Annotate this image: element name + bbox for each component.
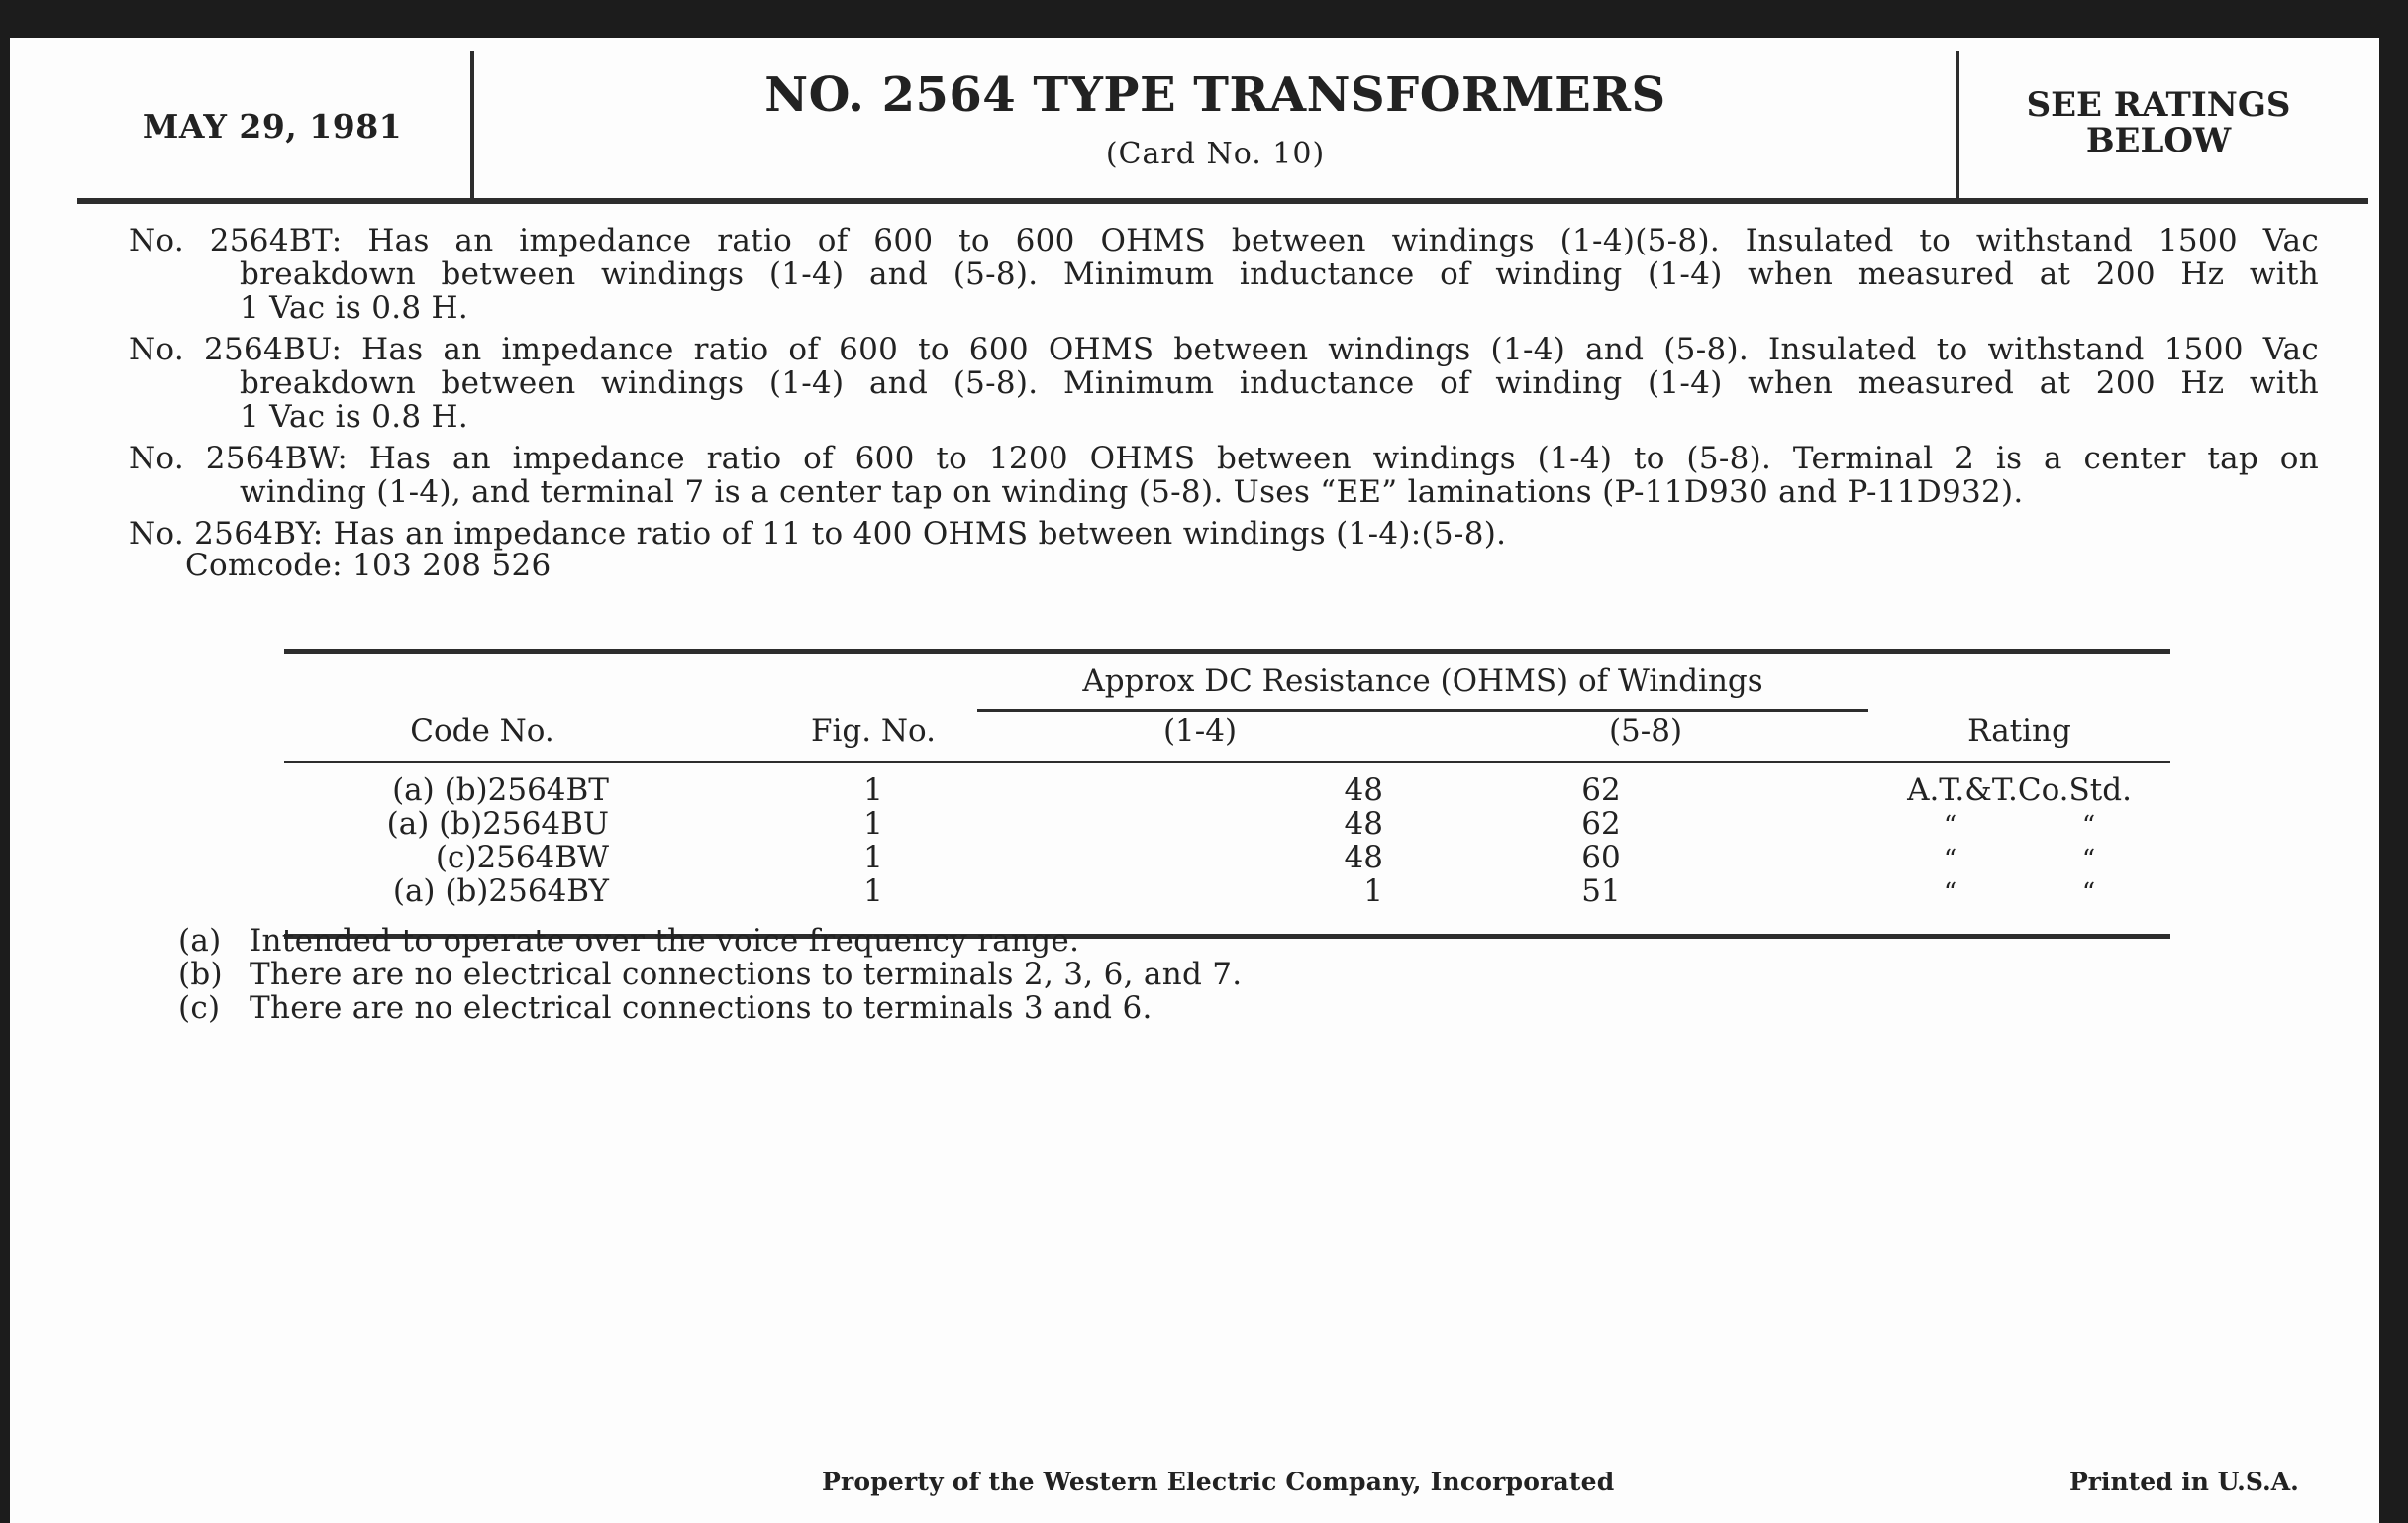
ditto-mark: “: [2081, 811, 2096, 841]
description-line: 1 Vac is 0.8 H.: [240, 290, 469, 326]
description-line: No. 2564BT: Has an impedance ratio of 600 to 600 OHMS between windings (1-4)(5-8). Insulated to withstand 1500 Vac: [129, 223, 2319, 258]
cell-w14-value: 48: [1344, 806, 1383, 842]
table-header: [284, 654, 2170, 761]
col-fig-no: Fig. No.: [810, 713, 937, 749]
ditto-mark: “: [1943, 878, 1957, 908]
ditto-mark: “: [2081, 845, 2096, 874]
col-rating: Rating: [1967, 713, 2071, 749]
cell-code: (a) (b)2564BT: [392, 772, 609, 808]
title-block: [475, 67, 1956, 171]
table-row: [284, 874, 2170, 908]
cell-w14-value: 48: [1344, 840, 1383, 875]
footnote-a: [178, 924, 1242, 958]
document-card: [10, 38, 2379, 1523]
footnotes: [178, 924, 1242, 1025]
footnote-mark: (b): [178, 957, 223, 992]
cell-w14: [928, 874, 1383, 908]
table-row: [284, 807, 2170, 841]
property-notice: Property of the Western Electric Company, Incorporated: [822, 1468, 1615, 1496]
table-header-rule: [284, 761, 2170, 763]
description-line: No. 2564BU: Has an impedance ratio of 600 to 600 OHMS between windings (1-4) and (5-8). Insulated to withstand 1500 Vac: [129, 332, 2319, 367]
footnote-c: [178, 991, 1242, 1025]
footnote-mark: (c): [178, 990, 221, 1026]
cell-w58: 60: [1581, 840, 1621, 875]
cell-rating: [1868, 807, 2170, 843]
description-line: winding (1-4), and terminal 7 is a center tap on winding (5-8). Uses “EE” laminations (P-11D930 and P-11D932).: [240, 474, 2024, 510]
cell-fig: 1: [863, 873, 883, 909]
ditto-mark: “: [1943, 845, 1957, 874]
ditto-mark: “: [2081, 878, 2096, 908]
col-code-no: Code No.: [410, 713, 554, 749]
cell-rating: [1868, 841, 2170, 876]
cell-w14: [928, 841, 1383, 874]
cell-w58: 62: [1581, 772, 1621, 808]
header-divider-left: [470, 51, 474, 200]
description-2564by: [129, 517, 2319, 551]
group-header: Approx DC Resistance (OHMS) of Windings: [1082, 663, 1763, 699]
footnote-mark: (a): [178, 923, 222, 959]
footnote-text: Intended to operate over the voice frequency range.: [250, 923, 1080, 959]
card-number: (Card No. 10): [1105, 137, 1326, 171]
cell-w14: [928, 773, 1383, 807]
description-line: No. 2564BW: Has an impedance ratio of 600 to 1200 OHMS between windings (1-4) to (5-8). Terminal 2 is a center tap on: [129, 441, 2319, 476]
ratings-line-1: SEE RATINGS: [2026, 85, 2291, 125]
table-row: [284, 773, 2170, 807]
table-body: [284, 773, 2170, 934]
description-line: breakdown between windings (1-4) and (5-8). Minimum inductance of winding (1-4) when measured at 200 Hz with: [240, 256, 2319, 292]
ratings-line-2: BELOW: [2085, 121, 2232, 160]
cell-w14: [928, 807, 1383, 841]
ditto-mark: “: [1943, 811, 1957, 841]
cell-w14-value: 48: [1344, 772, 1383, 808]
col-winding-1-4: (1-4): [1162, 713, 1238, 749]
cell-code: (c)2564BW: [435, 840, 609, 875]
cell-w58: 62: [1581, 806, 1621, 842]
comcode: Comcode: 103 208 526: [185, 548, 552, 583]
cell-code: (a) (b)2564BY: [392, 873, 609, 909]
table-row: [284, 841, 2170, 874]
footnote-text: There are no electrical connections to terminals 3 and 6.: [250, 990, 1153, 1026]
footnote-text: There are no electrical connections to terminals 2, 3, 6, and 7.: [250, 957, 1243, 992]
group-header-rule: [977, 709, 1868, 712]
cell-fig: 1: [863, 772, 883, 808]
printed-notice: Printed in U.S.A.: [2069, 1468, 2299, 1496]
ratings-note: [1960, 87, 2357, 158]
cell-rating: A.T.&T.Co.Std.: [1907, 772, 2132, 808]
descriptions: [129, 224, 2319, 582]
cell-fig: 1: [863, 806, 883, 842]
page-title: NO. 2564 TYPE TRANSFORMERS: [764, 67, 1666, 123]
description-2564bt: [129, 224, 2319, 325]
header-divider-right: [1956, 51, 1959, 200]
footnote-b: [178, 958, 1242, 991]
cell-code: (a) (b)2564BU: [386, 806, 609, 842]
description-2564bu: [129, 333, 2319, 434]
cell-w58: 51: [1581, 873, 1621, 909]
description-line: 1 Vac is 0.8 H.: [240, 399, 469, 435]
cell-w14-value: 1: [1363, 873, 1383, 909]
description-line: breakdown between windings (1-4) and (5-8). Minimum inductance of winding (1-4) when measured at 200 Hz with: [240, 365, 2319, 401]
issue-date: MAY 29, 1981: [142, 107, 403, 146]
description-line: No. 2564BY: Has an impedance ratio of 11 to 400 OHMS between windings (1-4):(5-8).: [129, 516, 1507, 552]
col-winding-5-8: (5-8): [1608, 713, 1683, 749]
description-2564bw: [129, 442, 2319, 509]
resistance-table: [284, 649, 2170, 939]
header-rule: [77, 198, 2368, 204]
cell-rating: [1868, 874, 2170, 910]
cell-fig: 1: [863, 840, 883, 875]
